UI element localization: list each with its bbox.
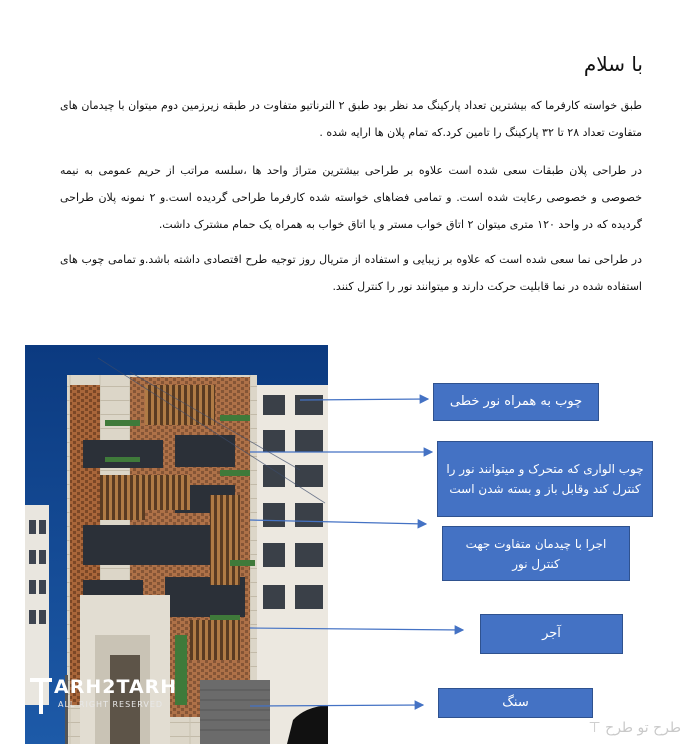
paragraph-facade-design: در طراحی نما سعی شده است که علاوه بر زیبایی و استفاده از متریال روز توجیه طرح اقتصادی داشته باشد.و تمامی چوب های استفاده شده در نما قابلیت حرکت دارند و میتوانند نور را کنترل کنند.	[60, 253, 642, 293]
callout-wood-linear-light	[433, 383, 599, 421]
callout-brick-pattern	[442, 526, 630, 581]
watermark-t-icon: ⊤	[588, 720, 601, 736]
callout-label: آجر	[542, 626, 561, 641]
watermark-logo-subtext: ALL RIGHT RESERVED	[58, 700, 164, 709]
callout-label: سنگ	[502, 695, 529, 710]
callout-movable-wood-louvers	[437, 441, 653, 517]
callout-label: چوب الواری که متحرک و میتوانند نور را کنترل کند وقابل باز و بسته شدن است	[446, 462, 644, 496]
paragraph-parking: طبق خواسته کارفرما که بیشترین تعداد پارکینگ مد نظر بود طبق ۲ الترناتیو متفاوت در طبقه زیرزمین دوم میتوان با چیدمان های متفاوت تعداد ۲۸ تا ۳۲ پارکینگ را تامین کرد.که تمام پلان ها ارایه شده .	[60, 99, 642, 139]
callout-label: چوب به همراه نور خطی	[449, 394, 583, 409]
watermark-logo	[30, 676, 180, 724]
callout-stone	[438, 688, 593, 718]
watermark-site-text	[589, 720, 682, 736]
logo-mark-icon	[30, 676, 54, 716]
callout-label: اجرا با چیدمان متفاوت جهت کنترل نور	[465, 536, 607, 571]
watermark-site-label: طرح تو طرح	[605, 720, 681, 736]
greeting-heading: با سلام	[583, 52, 643, 76]
watermark-logo-text: ARH2TARH	[54, 676, 178, 698]
callout-brick	[480, 614, 623, 654]
paragraph-plan-design: در طراحی پلان طبقات سعی شده است علاوه بر طراحی بیشترین متراژ واحد ها ،سلسه مراتب از حریم عمومی به نیمه خصوصی و خصوصی رعایت شده است. و تمامی فضاهای خواسته شده کارفرما طراحی گردیده است.و ۲ نمونه پلان طراحی گردیده که در واحد ۱۲۰ متری میتوان ۲ اتاق خواب مستر و یا اتاق خواب به همراه یک حمام مشترک داشت.	[60, 164, 642, 231]
